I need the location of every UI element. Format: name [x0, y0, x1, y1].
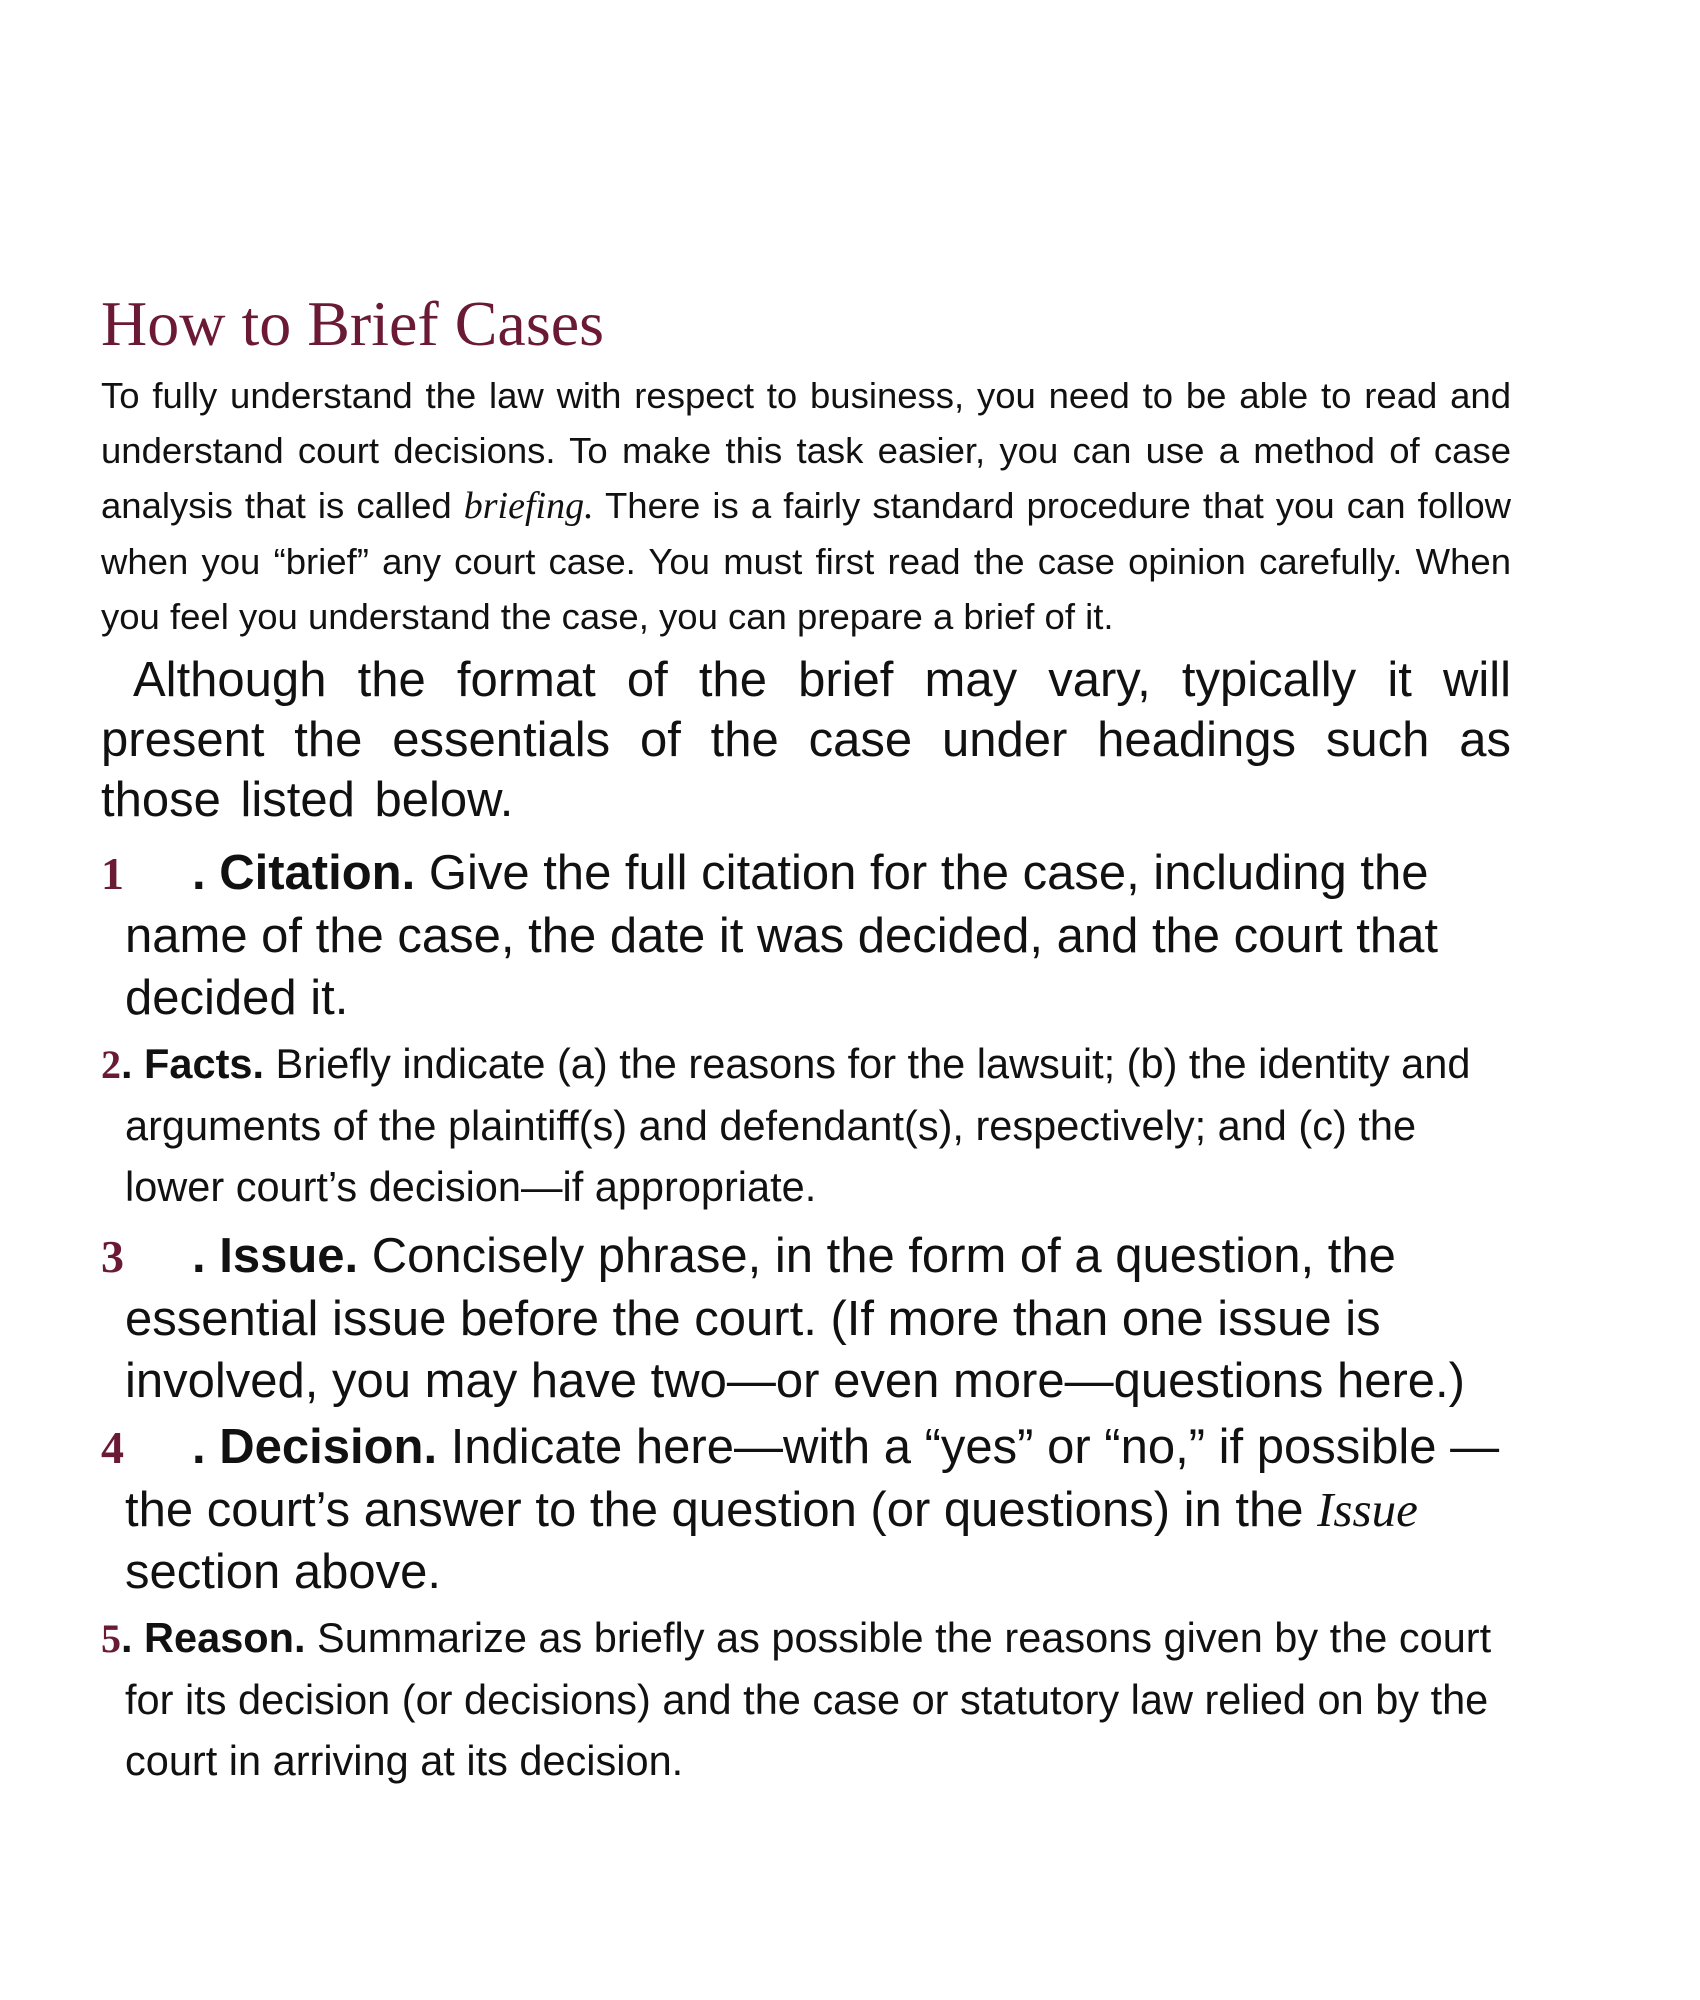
item-italic-term: Issue: [1317, 1482, 1418, 1537]
format-paragraph: Although the format of the brief may vary, typically it will present the essentials of the case under headings such as those listed below.: [101, 653, 1511, 827]
list-item-issue: [101, 1225, 1511, 1412]
intro-term: briefing.: [463, 485, 594, 527]
list-item-reason: [101, 1607, 1511, 1791]
list-item-citation: [101, 842, 1511, 1029]
item-text-before: Indicate here—with a “yes” or “no,” if possible —the court’s answer to the question (or questions) in the: [125, 1420, 1500, 1537]
item-heading: . Issue.: [192, 1229, 359, 1283]
list-item-decision: [101, 1416, 1511, 1603]
list-item-facts: [101, 1033, 1511, 1217]
page-title: How to Brief Cases: [101, 288, 605, 359]
item-number: 4: [101, 1422, 124, 1473]
item-number: 5: [101, 1616, 121, 1661]
intro-text-before: To fully understand the law with respect to business, you need to be able to read and understand court decisions. To make this task easier, you can use a method of case analysis that is called: [101, 375, 1511, 526]
intro-paragraph: [101, 368, 1511, 644]
item-heading: . Facts.: [121, 1040, 265, 1087]
item-number: 3: [101, 1231, 124, 1282]
document-page: [101, 286, 1511, 1799]
item-number: 1: [101, 848, 124, 899]
item-text: Give the full citation for the case, including the name of the case, the date it was decided, and the court that decided it.: [125, 846, 1438, 1025]
item-text: Briefly indicate (a) the reasons for the lawsuit; (b) the identity and arguments of the plaintiff(s) and defendant(s), respectively; and (c) the lower court’s decision—if appropriate.: [125, 1040, 1471, 1210]
item-heading: . Decision.: [192, 1420, 438, 1474]
intro-text-after: There is a fairly standard procedure that you can follow when you “brief” any court case. You must first read the case opinion carefully. When you feel you understand the case, you can prepare a brief of it.: [101, 485, 1511, 637]
item-text: Summarize as briefly as possible the reasons given by the court for its decision (or decisions) and the case or statutory law relied on by the court in arriving at its decision.: [125, 1614, 1492, 1784]
item-heading: . Reason.: [121, 1614, 306, 1661]
item-text-after: section above.: [125, 1545, 441, 1599]
item-heading: . Citation.: [192, 846, 416, 900]
item-text: Concisely phrase, in the form of a question, the essential issue before the court. (If more than one issue is involved, you may have two—or even more—questions here.): [125, 1229, 1465, 1408]
heading-list: [101, 842, 1511, 1791]
item-number: 2: [101, 1042, 121, 1087]
